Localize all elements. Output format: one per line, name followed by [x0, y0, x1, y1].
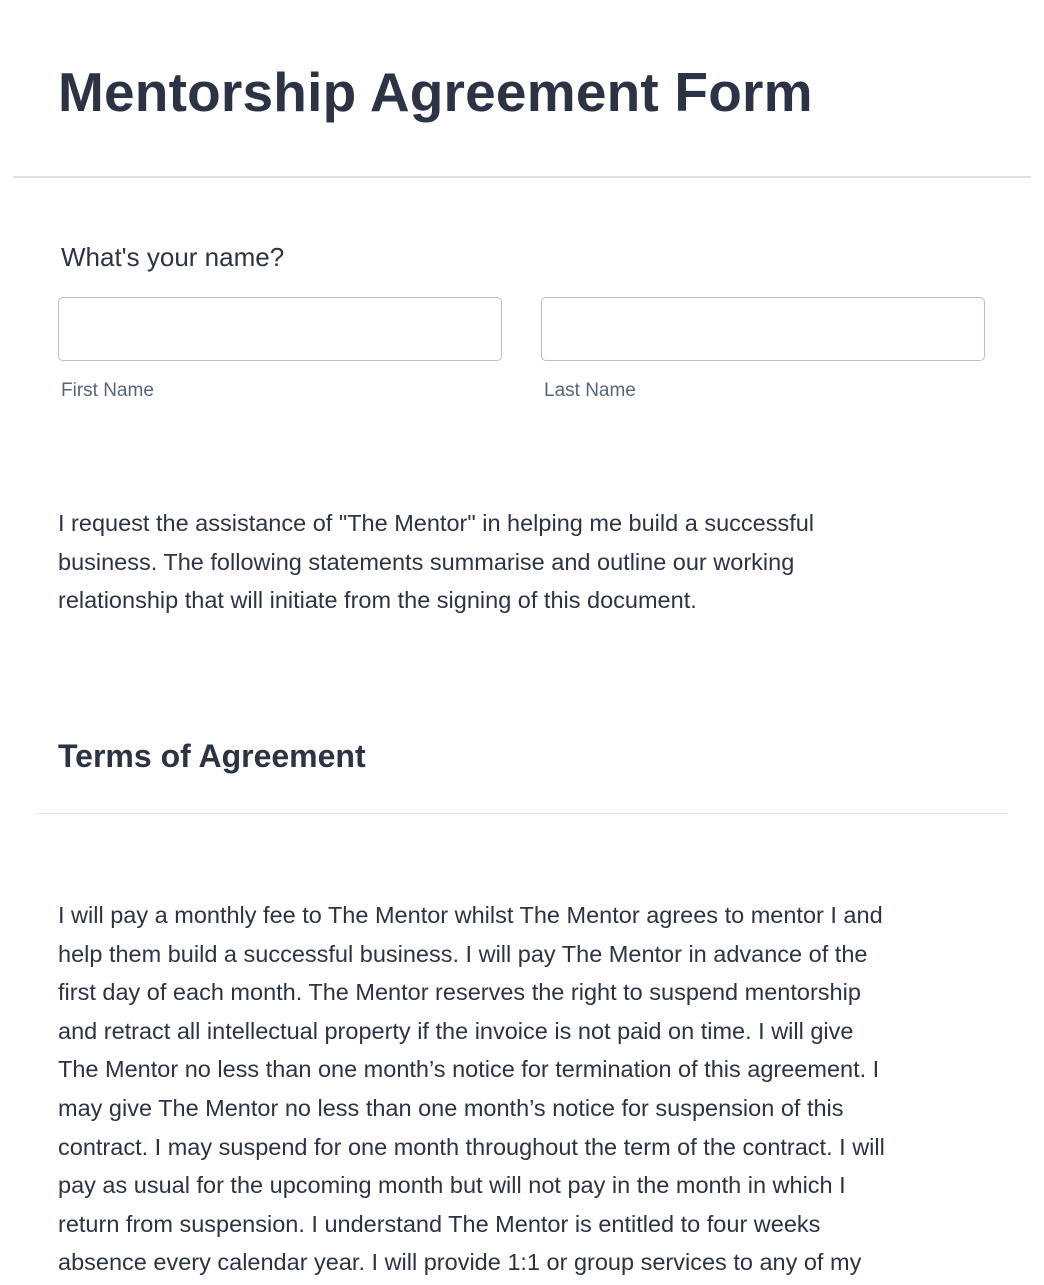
form-title: Mentorship Agreement Form [58, 61, 813, 123]
terms-line: contract. I may suspend for one month throughout the term of the contract. I will [58, 1133, 885, 1160]
terms-line: absence every calendar year. I will provide 1:1 or group services to any of my [58, 1249, 862, 1276]
last-name-input[interactable] [541, 297, 985, 361]
intro-line: I request the assistance of "The Mentor" in helping me build a successful [58, 510, 815, 536]
name-question-label: What's your name? [61, 242, 285, 272]
intro-paragraph [58, 504, 918, 620]
terms-line: I will pay a monthly fee to The Mentor whilst The Mentor agrees to mentor I and [58, 902, 883, 928]
terms-line: may give The Mentor no less than one month’s notice for suspension of this [58, 1094, 844, 1121]
terms-line: and retract all intellectual property if the invoice is not paid on time. I will give [58, 1017, 854, 1044]
terms-line: pay as usual for the upcoming month but will not pay in the month in which I [58, 1172, 846, 1199]
terms-line: help them build a successful business. I will pay The Mentor in advance of the [58, 940, 868, 967]
terms-paragraph [58, 896, 993, 1282]
terms-heading: Terms of Agreement [58, 738, 366, 774]
intro-line: relationship that will initiate from the signing of this document. [58, 587, 697, 614]
terms-line: return from suspension. I understand The Mentor is entitled to four weeks [58, 1210, 821, 1237]
terms-line: The Mentor no less than one month’s notice for termination of this agreement. I [58, 1056, 880, 1083]
first-name-sublabel: First Name [61, 380, 154, 401]
terms-line: first day of each month. The Mentor reserves the right to suspend mentorship [58, 979, 861, 1006]
form-header [13, 0, 1031, 178]
first-name-input[interactable] [58, 297, 502, 361]
intro-line: business. The following statements summarise and outline our working [58, 548, 795, 575]
section-divider [36, 813, 1008, 814]
last-name-sublabel: Last Name [544, 380, 636, 401]
